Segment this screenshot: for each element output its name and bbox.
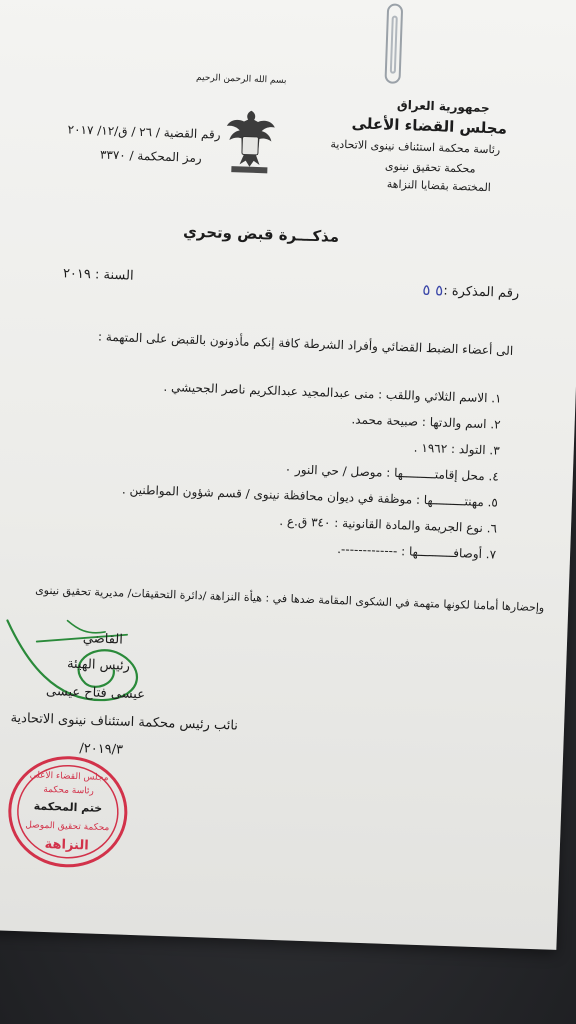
memo-number-label: رقم المذكرة : (443, 283, 520, 302)
header-presidency: رئاسة محكمة استئناف نينوى الاتحادية (330, 137, 501, 157)
field-birth: ٣. التولد : ١٩٦٢ . (413, 440, 500, 458)
header-country: جمهورية العراق (396, 97, 490, 116)
field-name: ١. الاسم الثلاثي واللقب : منى عبدالمجيد عبدالكريم ناصر الجحيشي . (163, 379, 502, 406)
closing-paragraph: وإحضارها أمامنا لكونها متهمة في الشكوى المقامة ضدها في : هيأة النزاهة /دائرة التحقيقات/ مديرية تحقيق نينوى (34, 583, 545, 615)
header-council: مجلس القضاء الأعلى (351, 114, 508, 138)
field-occupation: ٥. مهنتـــــــــها : موظفة في ديوان محافظة نينوى / قسم شؤون المواطنين . (121, 482, 499, 510)
paper-clip (384, 3, 403, 84)
court-code: رمز المحكمة / ٣٣٧٠ (99, 147, 202, 166)
signer-judge-title: القاضي (82, 631, 124, 648)
signature-date: ٢٠١٩/٣/ (79, 741, 124, 758)
basmala: بسم الله الرحمن الرحيم (195, 72, 287, 86)
stamp-line-2: رئاسة محكمة (43, 784, 94, 797)
case-number: رقم القضية / ٢٦ / ق/١٢/ ٢٠١٧ (67, 122, 221, 142)
stamp-line-1: مجلس القضاء الأعلى (29, 770, 109, 784)
court-seal-stamp-icon (3, 751, 133, 873)
stamp-line-5: النزاهة (44, 836, 89, 854)
memo-year: السنة : ٢٠١٩ (62, 266, 134, 284)
stamp-line-3: ختم المحكمة (33, 799, 103, 815)
header-specialization: المختصة بقضايا النزاهة (386, 177, 492, 195)
signer-name: عيسى فتاح عيسى (45, 683, 146, 703)
document-title: مذكـــرة قبض وتحري (182, 222, 340, 246)
signer-panel-head: رئيس الهيئة (66, 656, 131, 674)
field-description: ٧. أوصافــــــــــها : -------------. (337, 541, 497, 562)
field-mother: ٢. اسم والدتها : صبيحة محمد. (351, 412, 501, 432)
memo-number-value: ٥ ٥ (422, 280, 444, 300)
header-court: محكمة تحقيق نينوى (384, 159, 476, 176)
iraq-eagle-emblem-icon (223, 106, 277, 178)
signer-position: نائب رئيس محكمة استئناف نينوى الاتحادية (10, 710, 239, 734)
field-residence: ٤. محل إقامتـــــــــها : موصل / حي النور ٠ (284, 462, 500, 484)
stamp-line-4: محكمة تحقيق الموصل (25, 820, 110, 834)
intro-paragraph: الى أعضاء الضبط القضائي وأفراد الشرطة كافة إنكم مأذونون بالقبض على المتهمة : (97, 329, 514, 359)
field-crime: ٦. نوع الجريمة والمادة القانونية : ٣٤٠ ق.ع . (279, 513, 498, 536)
